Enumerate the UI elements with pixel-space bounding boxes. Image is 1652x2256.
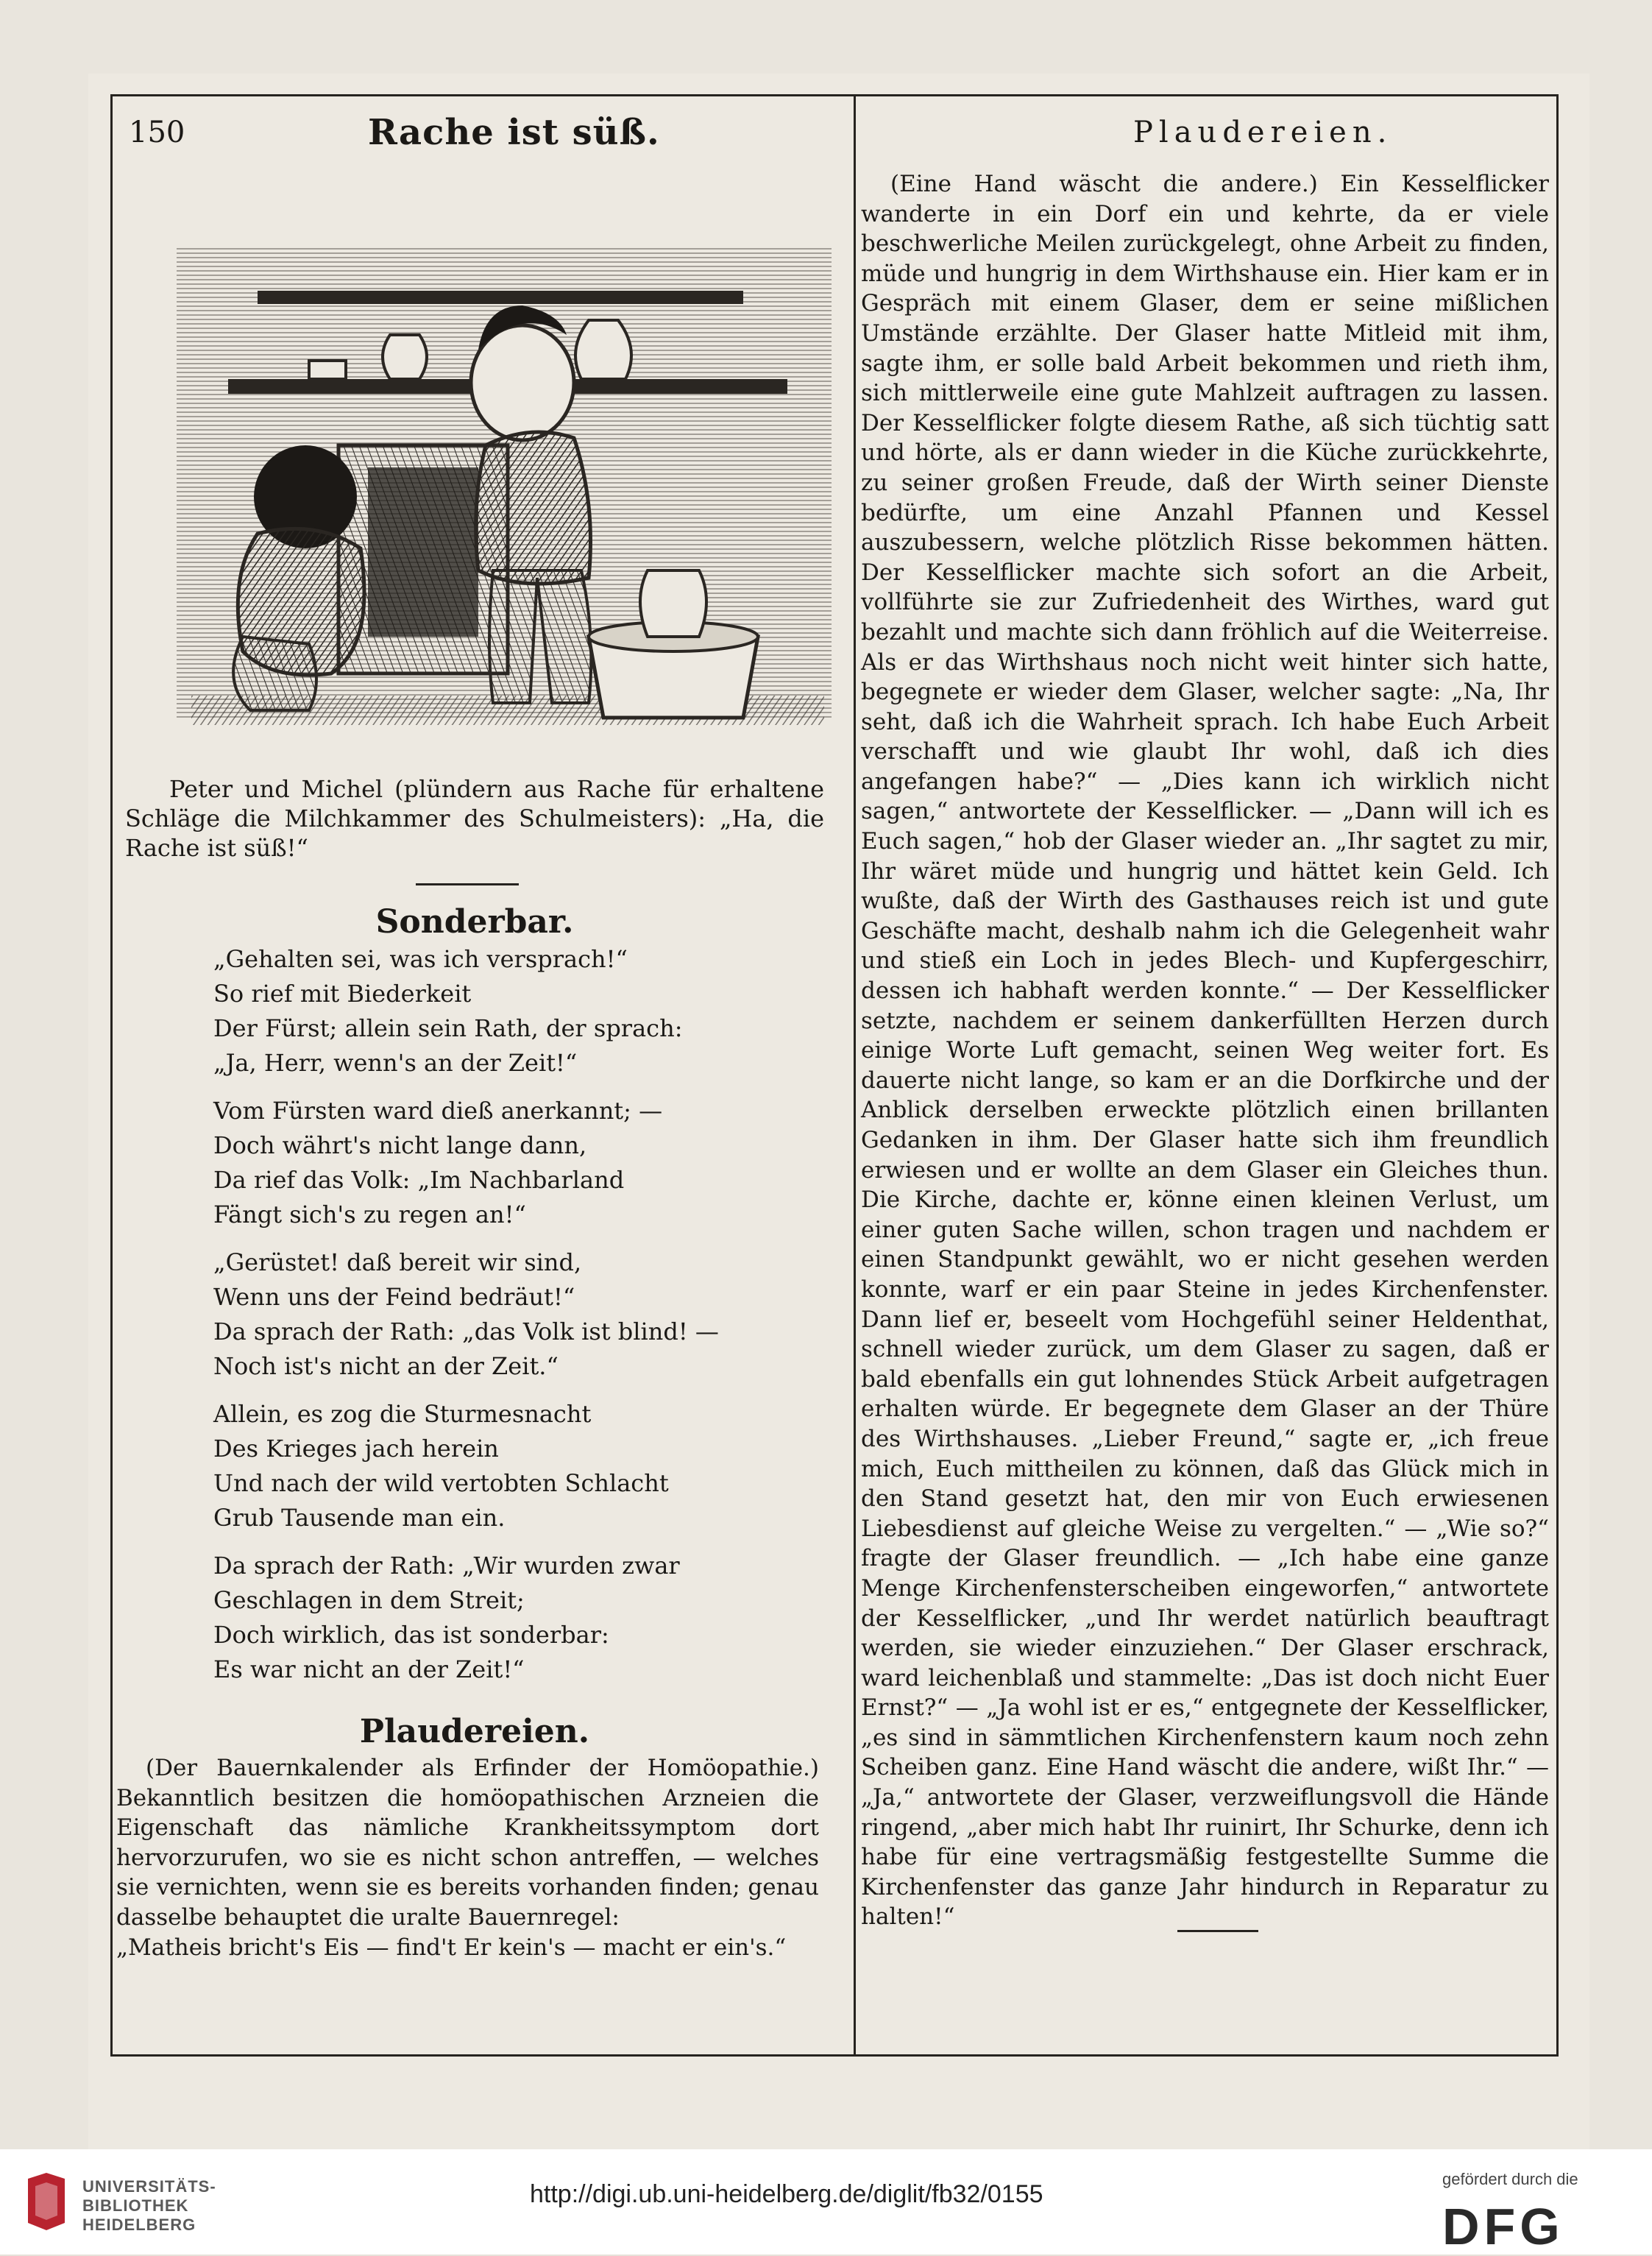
illustration-caption: Peter und Michel (plündern aus Rache für erhaltene Schläge die Milchkammer des Schulmeisters): „Ha, die Rache ist süß!“ xyxy=(125,775,824,862)
column-divider xyxy=(854,94,856,2057)
right-column-heading: Plaudereien. xyxy=(1133,116,1393,149)
bauernregel-saying: „Matheis bricht's Eis — find't Er kein's — macht er ein's.“ xyxy=(116,1934,787,1961)
funder-note: gefördert durch die xyxy=(1442,2170,1578,2188)
jug-right xyxy=(575,320,631,379)
university-library-logo-icon xyxy=(21,2171,72,2232)
poem-line: Doch währt's nicht lange dann, xyxy=(213,1131,587,1159)
section-title-sonderbar: Sonderbar. xyxy=(375,903,574,941)
dfg-logo: DFG xyxy=(1442,2198,1564,2255)
poem-stanza xyxy=(213,1245,824,1384)
poem-stanza xyxy=(213,1549,824,1687)
poem-line: „Gerüstet! daß bereit wir sind, xyxy=(213,1248,582,1276)
poem-line: So rief mit Biederkeit xyxy=(213,980,472,1008)
poem-line: Vom Fürsten ward dieß anerkannt; — xyxy=(213,1097,663,1125)
engraving-illustration xyxy=(177,224,832,747)
boy-right-head xyxy=(471,325,574,440)
left-column-heading: Rache ist süß. xyxy=(368,112,660,153)
poem-line: Fängt sich's zu regen an!“ xyxy=(213,1201,526,1228)
milk-jar xyxy=(640,570,706,637)
university-library-name xyxy=(82,2177,216,2235)
poem-stanza xyxy=(213,942,824,1081)
poem-line: Da rief das Volk: „Im Nachbarland xyxy=(213,1166,625,1194)
poem-line: Da sprach der Rath: „Wir wurden zwar xyxy=(213,1552,680,1580)
plaudereien-left-text xyxy=(116,1753,819,1962)
poem-line: Noch ist's nicht an der Zeit.“ xyxy=(213,1352,559,1380)
page-number: 150 xyxy=(129,116,185,149)
section-title-plaudereien: Plaudereien. xyxy=(359,1713,590,1750)
paragraph-kesselflicker: (Eine Hand wäscht die andere.) Ein Kesselflicker wanderte in ein Dorf ein und kehrte, da er viele beschwerliche Meilen zurückgelegt, ohne Arbeit zu finden, müde und hungrig in dem Wirthshause ein. Hier kam er in Gespräch mit einem Glaser, dem er seine mißlichen Umstände erzählte. Der Glaser hatte Mitleid mit ihm, sagte ihm, er solle bald Arbeit bekommen und rieth ihm, sich mittlerweile eine gute Mahlzeit auftragen zu lassen. Der Kesselflicker folgte diesem Rathe, aß sich tüchtig satt und hörte, als er dann wieder in die Küche zurückkehrte, zu seiner großen Freude, daß der Wirth seiner Dienste bedürfte, um eine Anzahl Pfannen und Kessel auszubessern, welche plötzlich Risse bekommen hätten. Der Kesselflicker machte sich sofort an die Arbeit, vollführte sie zur Zufriedenheit des Wirthes, ward gut bezahlt und machte sich dann fröhlich auf die Weiterreise. Als er das Wirthshaus noch nicht weit hinter sich hatte, begegnete er wieder dem Glaser, welcher sagte: „Na, Ihr seht, daß ich die Wahrheit sprach. Ich habe Euch Arbeit verschafft und wie glaubt Ihr wohl, daß ich dies angefangen habe?“ — „Dies kann ich wirklich nicht sagen,“ antwortete der Kesselflicker. — „Dann will ich es Euch sagen,“ hob der Glaser wieder an. „Ihr sagtet zu mir, Ihr wäret müde und hungrig und hättet kein Geld. Ich wußte, daß der Wirth des Gasthauses reich ist und gute Geschäfte macht, deshalb nahm ich die Gelegenheit wahr und stieß ein Loch in jedes Blech- und Kupfergeschirr, dessen ich habhaft werden konnte.“ — Der Kesselflicker setzte, nachdem er seinem dankerfüllten Herzen durch einige Worte Luft gemacht, seinen Weg weiter fort. Es dauerte nicht lange, so kam er an die Dorfkirche und der Anblick derselben erweckte plötzlich einen brillanten Gedanken in ihm. Der Glaser hatte sich ihm freundlich erwiesen und er wollte an dem Glaser ein Gleiches thun. Die Kirche, dachte er, könne einen kleinen Verlust, um einer guten Sache willen, schon tragen und nachdem er einen Standpunkt gewählt, wo er nicht gesehen werden konnte, warf er ein paar Steine in jedes Kirchenfenster. Dann lief er, beseelt vom Hochgefühl seiner Heldenthat, schnell wieder zurück, um dem Glaser zu sagen, daß er bald ebenfalls ein gut lohnendes Stück Arbeit aufgetragen erhalten würde. Er begegnete dem Glaser an der Thüre des Wirthshauses. „Lieber Freund,“ sagte er, „ich freue mich, Euch mittheilen zu können, daß das Glück mich in den Stand gesetzt hat, den mir von Euch erwiesenen Liebesdienst auf gleiche Weise zu vergelten.“ — „Wie so?“ fragte der Glaser freundlich. — „Ich habe eine ganze Menge Kirchenfensterscheiben eingeworfen,“ antwortete der Kesselflicker, „und Ihr werdet natürlich beauftragt werden, sie wieder einzuziehen.“ Der Glaser erschrack, ward leichenblaß und stammelte: „Das ist doch nicht Euer Ernst?“ — „Ja wohl ist er es,“ entgegnete der Kesselflicker, „es sind in sämmtlichen Kirchenfenstern kaum noch zehn Scheiben ganz. Eine Hand wäscht die andere, wißt Ihr.“ — „Ja,“ antwortete der Glaser, verzweiflungsvoll die Hände ringend, „aber mich habt Ihr ruinirt, Ihr Schurke, denn ich habe für eine vertragsmäßig festgestellte Summe die Kirchenfenster das ganze Jahr hindurch in Reparatur zu halten!“ xyxy=(861,171,1549,1931)
paragraph-homoeopathie: (Der Bauernkalender als Erfinder der Homöopathie.) Bekanntlich besitzen die homöopathischen Arzneien die Eigenschaft das nämliche Krankheitssymptom dort hervorzurufen, wo sie es nicht schon antreffen, — welches sie vernichten, wenn sie es bereits vorhanden finden; genau dasselbe behauptet die uralte Bauernregel: xyxy=(116,1755,819,1931)
cupboard-interior xyxy=(368,467,478,637)
source-url-link[interactable]: http://digi.ub.uni-heidelberg.de/diglit/fb32/0155 xyxy=(530,2180,1043,2208)
poem-line: Allein, es zog die Sturmesnacht xyxy=(213,1400,592,1428)
jug-left xyxy=(383,335,427,379)
upper-shelf xyxy=(258,291,743,304)
poem-line: Und nach der wild vertobten Schlacht xyxy=(213,1469,669,1497)
boy-left-legs xyxy=(233,637,316,710)
poem-line: Da sprach der Rath: „das Volk ist blind! — xyxy=(213,1318,719,1346)
library-name-line: BIBLIOTHEK xyxy=(82,2196,189,2215)
poem-stanza xyxy=(213,1397,824,1535)
poem-line: Es war nicht an der Zeit!“ xyxy=(213,1655,525,1683)
poem-stanza xyxy=(213,1094,824,1232)
plaudereien-right-text xyxy=(861,169,1549,1932)
boy-right-coat xyxy=(476,432,591,584)
separator-rule xyxy=(416,883,519,885)
library-name-line: UNIVERSITÄTS- xyxy=(82,2177,216,2196)
poem-line: Wenn uns der Feind bedräut!“ xyxy=(213,1283,575,1311)
poem-sonderbar xyxy=(213,942,824,1700)
poem-line: Des Krieges jach herein xyxy=(213,1435,499,1463)
bowl-on-shelf xyxy=(309,361,346,379)
poem-line: Doch wirklich, das ist sonderbar: xyxy=(213,1621,609,1649)
poem-line: Der Fürst; allein sein Rath, der sprach: xyxy=(213,1014,683,1042)
poem-line: „Gehalten sei, was ich versprach!“ xyxy=(213,945,628,973)
poem-line: Geschlagen in dem Streit; xyxy=(213,1586,525,1614)
separator-rule-right xyxy=(1177,1930,1258,1932)
poem-line: Grub Tausende man ein. xyxy=(213,1504,506,1532)
poem-line: „Ja, Herr, wenn's an der Zeit!“ xyxy=(213,1049,578,1077)
library-name-line: HEIDELBERG xyxy=(82,2216,196,2234)
